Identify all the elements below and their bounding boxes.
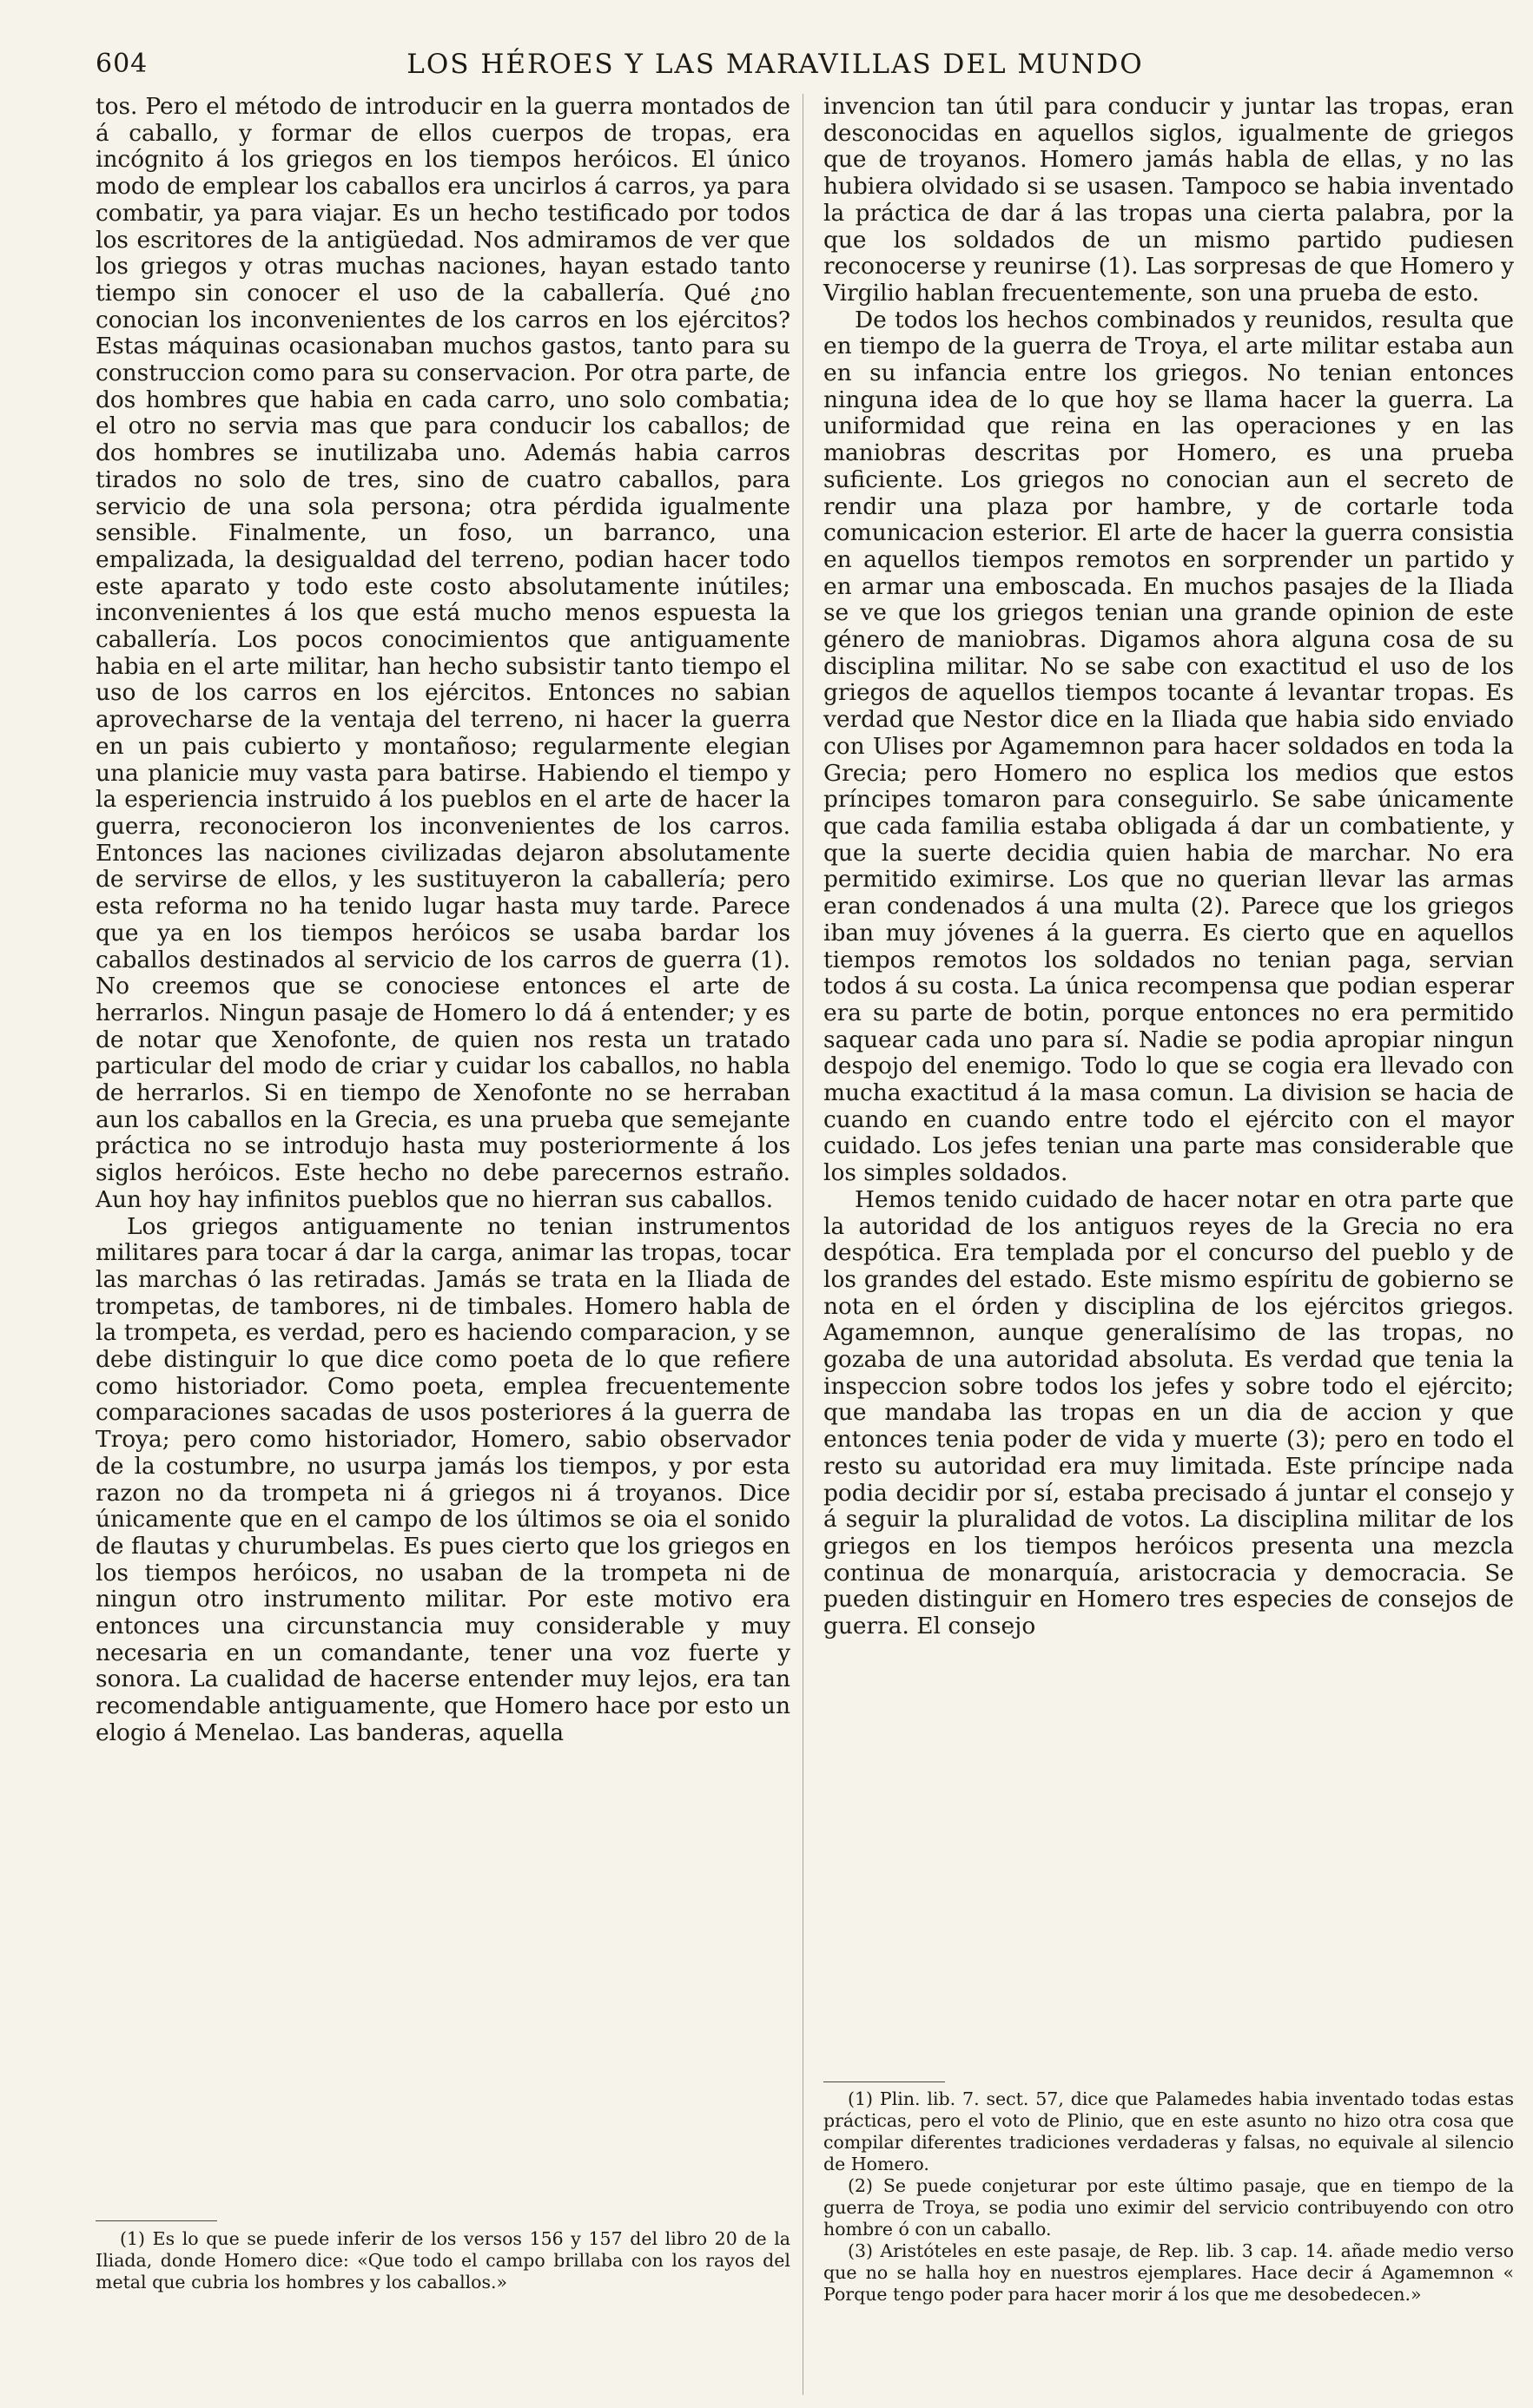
running-head: LOS HÉROES Y LAS MARAVILLAS DEL MUNDO	[406, 49, 1144, 80]
footnote-rule	[96, 2220, 217, 2221]
footnote: (3) Aristóteles en este pasaje, de Rep. lib. 3 cap. 14. añade medio verso que no se halla hoy en nuestros ejemplares. Hace decir á Agamemnon « Porque tengo poder para hacer morir á los que me desobedecen.»	[823, 2240, 1514, 2305]
left-column	[96, 94, 790, 1747]
page-number: 604	[96, 49, 149, 79]
body-paragraph: Los griegos antiguamente no tenian instrumentos militares para tocar á dar la carga, animar las tropas, tocar las marchas ó las retiradas. Jamás se trata en la Iliada de trompetas, de tambores, ni de timbales. Homero habla de la trompeta, es verdad, pero es haciendo comparacion, y se debe distinguir lo que dice como poeta de lo que refiere como historiador. Como poeta, emplea frecuentemente comparaciones sacadas de usos posteriores á la guerra de Troya; pero como historiador, Homero, sabio observador de la costumbre, no usurpa jamás los tiempos, y por esta razon no da trompeta ni á griegos ni á troyanos. Dice únicamente que en el campo de los últimos se oia el sonido de flautas y churumbelas. Es pues cierto que los griegos en los tiempos heróicos, no usaban de la trompeta ni de ningun otro instrumento militar. Por este motivo era entonces una circunstancia muy considerable y muy necesaria en un comandante, tener una voz fuerte y sonora. La cualidad de hacerse entender muy lejos, era tan recomendable antiguamente, que Homero hace por esto un elogio á Menelao. Las banderas, aquella	[96, 1212, 790, 1746]
left-footnotes	[96, 2228, 790, 2293]
page-header	[96, 45, 1455, 83]
footnote: (1) Es lo que se puede inferir de los versos 156 y 157 del libro 20 de la Iliada, donde Homero dice: «Que todo el campo brillaba con los rayos del metal que cubria los hombres y los caballos.»	[96, 2228, 790, 2293]
footnote: (2) Se puede conjeturar por este último pasaje, que en tiempo de la guerra de Troya, se podia uno eximir del servicio contribuyendo con otro hombre ó con un caballo.	[823, 2175, 1514, 2240]
footnote: (1) Plin. lib. 7. sect. 57, dice que Palamedes habia inventado todas estas prácticas, pero el voto de Plinio, que en este asunto no hizo otra cosa que compilar diferentes tradiciones verdaderas y falsas, no equivale al silencio de Homero.	[823, 2088, 1514, 2174]
body-paragraph: tos. Pero el método de introducir en la guerra montados de á caballo, y formar de ellos cuerpos de tropas, era incógnito á los griegos en los tiempos heróicos. El único modo de emplear los caballos era uncirlos á carros, ya para combatir, ya para viajar. Es un hecho testificado por todos los escritores de la antigüedad. Nos admiramos de ver que los griegos y otras muchas naciones, hayan estado tanto tiempo sin conocer el uso de la caballería. Qué ¿no conocian los inconvenientes de los carros en los ejércitos? Estas máquinas ocasionaban muchos gastos, tanto para su construccion como para su conservacion. Por otra parte, de dos hombres que habia en cada carro, uno solo combatia; el otro no servia mas que para conducir los caballos; de dos hombres se inutilizaba uno. Además habia carros tirados no solo de tres, sino de cuatro caballos, para servicio de una sola persona; otra pérdida igualmente sensible. Finalmente, un foso, un barranco, una empalizada, la desigualdad del terreno, podian hacer todo este aparato y todo este costo absolutamente inútiles; inconvenientes á los que está mucho menos espuesta la caballería. Los pocos conocimientos que antiguamente habia en el arte militar, han hecho subsistir tanto tiempo el uso de los carros en los ejércitos. Entonces no sabian aprovecharse de la ventaja del terreno, ni hacer la guerra en un pais cubierto y montañoso; regularmente elegian una planicie muy vasta para batirse. Habiendo el tiempo y la esperiencia instruido á los pueblos en el arte de hacer la guerra, reconocieron los inconvenientes de los carros. Entonces las naciones civilizadas dejaron absolutamente de servirse de ellos, y les sustituyeron la caballería; pero esta reforma no ha tenido lugar hasta muy tarde. Parece que ya en los tiempos heróicos se usaba bardar los caballos destinados al servicio de los carros de guerra (1). No creemos que se conociese entonces el arte de herrarlos. Ningun pasaje de Homero lo dá á entender; y es de notar que Xenofonte, de quien nos resta un tratado particular del modo de criar y cuidar los caballos, no habla de herrarlos. Si en tiempo de Xenofonte no se herraban aun los caballos en la Grecia, es una prueba que semejante práctica no se introdujo hasta muy posteriormente á los siglos heróicos. Este hecho no debe parecernos estraño. Aun hoy hay infinitos pueblos que no hierran sus caballos.	[96, 93, 790, 1213]
body-paragraph: De todos los hechos combinados y reunidos, resulta que en tiempo de la guerra de Troya, el arte militar estaba aun en su infancia entre los griegos. No tenian entonces ninguna idea de lo que hoy se llama hacer la guerra. La uniformidad que reina en las operaciones y en las maniobras descritas por Homero, es una prueba suficiente. Los griegos no conocian aun el secreto de rendir una plaza por hambre, y de cortarle toda comunicacion esterior. El arte de hacer la guerra consistia en aquellos tiempos remotos en sorprender un partido y en armar una emboscada. En muchos pasajes de la Iliada se ve que los griegos tenian una grande opinion de este género de maniobras. Digamos ahora alguna cosa de su disciplina militar. No se sabe con exactitud el uso de los griegos de aquellos tiempos tocante á levantar tropas. Es verdad que Nestor dice en la Iliada que habia sido enviado con Ulises por Agamemnon para hacer soldados en toda la Grecia; pero Homero no esplica los medios que estos príncipes tomaron para conseguirlo. Se sabe únicamente que cada familia estaba obligada á dar un combatiente, y que la suerte decidia quien habia de marchar. No era permitido eximirse. Los que no querian llevar las armas eran condenados á una multa (2). Parece que los griegos iban muy jóvenes á la guerra. Es cierto que en aquellos tiempos remotos los soldados no tenian paga, servian todos á su costa. La única recompensa que podian esperar era su parte de botin, porque entonces no era permitido saquear cada uno para sí. Nadie se podia apropiar ningun despojo del enemigo. Todo lo que se cogia era llevado con mucha exactitud á la masa comun. La division se hacia de cuando en cuando entre todo el ejército con el mayor cuidado. Los jefes tenian una parte mas considerable que los simples soldados.	[823, 306, 1514, 1187]
right-column	[823, 94, 1514, 1640]
footnote-rule	[823, 2081, 945, 2082]
body-paragraph: invencion tan útil para conducir y juntar las tropas, eran desconocidas en aquellos siglos, igualmente de griegos que de troyanos. Homero jamás habla de ellas, y no las hubiera olvidado si se usasen. Tampoco se habia inventado la práctica de dar á las tropas una cierta palabra, por la que los soldados de un mismo partido pudiesen reconocerse y reunirse (1). Las sorpresas de que Homero y Virgilio hablan frecuentemente, son una prueba de esto.	[823, 93, 1514, 307]
right-footnotes	[823, 2088, 1514, 2306]
body-paragraph: Hemos tenido cuidado de hacer notar en otra parte que la autoridad de los antiguos reyes de la Grecia no era despótica. Era templada por el concurso del pueblo y de los grandes del estado. Este mismo espíritu de gobierno se nota en el órden y disciplina de los ejércitos griegos. Agamemnon, aunque generalísimo de las tropas, no gozaba de una autoridad absoluta. Es verdad que tenia la inspeccion sobre todos los jefes y sobre todo el ejército; que mandaba las tropas en un dia de accion y que entonces tenia poder de vida y muerte (3); pero en todo el resto su autoridad era muy limitada. Este príncipe nada podia decidir por sí, estaba precisado á juntar el consejo y á seguir la pluralidad de votos. La disciplina militar de los griegos en los tiempos heróicos presenta una mezcla continua de monarquía, aristocracia y democracia. Se pueden distinguir en Homero tres especies de consejos de guerra. El consejo	[823, 1185, 1514, 1640]
